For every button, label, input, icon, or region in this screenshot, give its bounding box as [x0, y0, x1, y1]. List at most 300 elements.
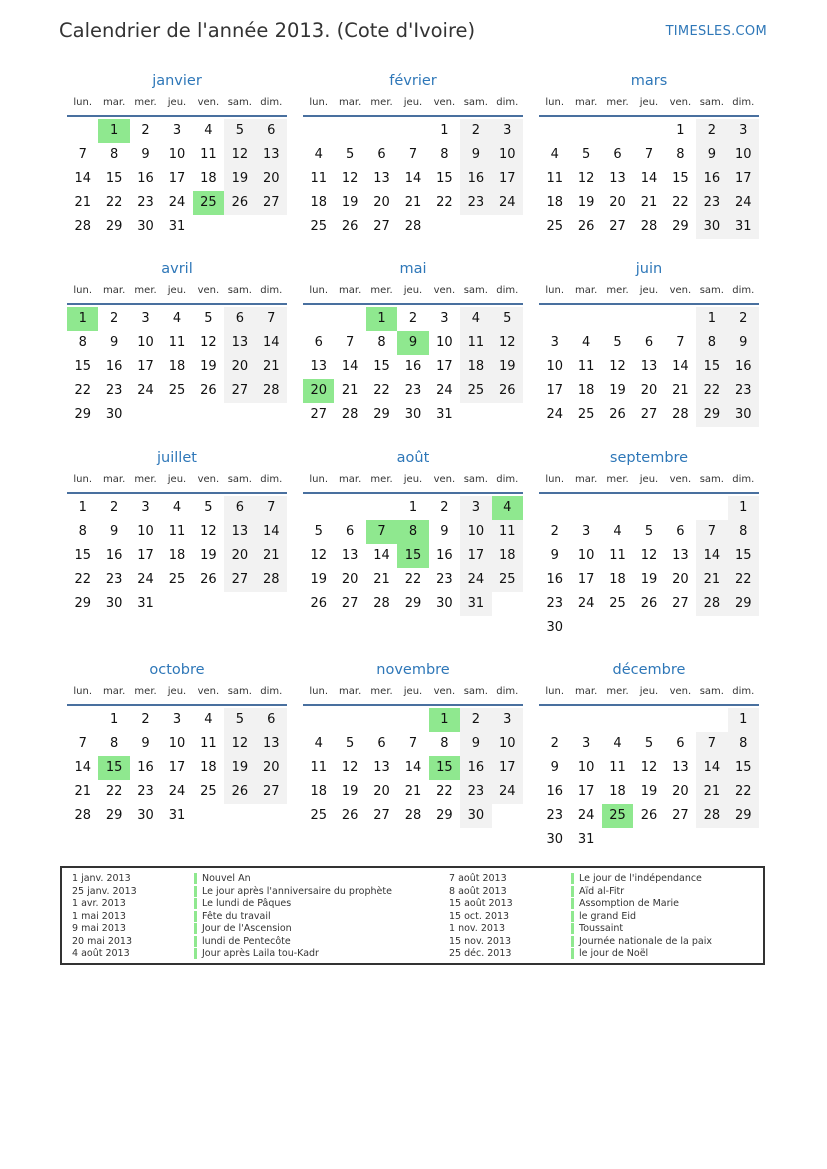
- weekday-label: jeu.: [167, 686, 187, 697]
- day-cell: 29: [105, 808, 123, 823]
- legend-date: 20 mai 2013: [72, 935, 133, 947]
- day-cell: 10: [492, 143, 523, 167]
- weekday-label: ven.: [433, 686, 456, 697]
- day-cell: 17: [728, 167, 759, 191]
- day-cell: 30: [546, 832, 563, 847]
- day-cell: 1: [109, 712, 119, 727]
- day-cell: 11: [168, 335, 186, 350]
- legend-date: 15 août 2013: [449, 898, 513, 909]
- weekday-label: lun.: [309, 97, 329, 108]
- header-rule: [67, 115, 287, 117]
- day-cell: 21: [341, 383, 359, 398]
- day-cell: 15: [74, 548, 91, 563]
- weekday-label: ven.: [433, 285, 456, 296]
- day-cell: 26: [492, 379, 523, 403]
- weekday-label: jeu.: [167, 474, 187, 485]
- day-cell: 11: [546, 171, 563, 186]
- day-cell: 31: [577, 832, 595, 847]
- legend-holiday-name: le grand Eid: [571, 911, 636, 922]
- day-cell: 3: [172, 123, 182, 138]
- day-cell: 21: [256, 544, 287, 568]
- weekday-label: mar.: [339, 97, 362, 108]
- holiday-day-cell: 4: [492, 496, 523, 520]
- day-cell: 13: [256, 143, 287, 167]
- day-cell: 4: [314, 147, 323, 162]
- day-cell: 23: [404, 383, 422, 398]
- day-cell: 23: [546, 808, 563, 823]
- day-cell: 3: [550, 335, 559, 350]
- day-cell: 17: [577, 572, 595, 587]
- day-cell: 27: [609, 219, 626, 234]
- header-rule: [67, 303, 287, 305]
- day-cell: 4: [613, 736, 622, 751]
- weekday-label: lun.: [309, 474, 329, 485]
- weekday-label: sam.: [227, 97, 252, 108]
- day-cell: 28: [256, 379, 287, 403]
- day-cell: 15: [436, 171, 453, 186]
- day-cell: 8: [109, 147, 119, 162]
- day-cell: 23: [137, 784, 154, 799]
- day-cell: 23: [546, 596, 563, 611]
- day-cell: 6: [676, 524, 685, 539]
- day-cell: 12: [224, 143, 255, 167]
- day-cell: 25: [168, 572, 186, 587]
- day-cell: 20: [672, 784, 689, 799]
- day-cell: 21: [373, 572, 390, 587]
- day-cell: 31: [436, 407, 453, 422]
- weekday-label: ven.: [433, 474, 456, 485]
- day-cell: 30: [404, 407, 422, 422]
- day-cell: 9: [460, 143, 491, 167]
- weekday-label: dim.: [260, 474, 283, 485]
- day-cell: 29: [74, 407, 91, 422]
- day-cell: 10: [728, 143, 759, 167]
- day-cell: 2: [728, 307, 759, 331]
- weekday-label: mar.: [575, 97, 598, 108]
- day-cell: 4: [460, 307, 491, 331]
- holiday-day-cell: 1: [98, 119, 129, 143]
- day-cell: 3: [460, 496, 491, 520]
- weekday-label: mer.: [370, 285, 393, 296]
- day-cell: 23: [728, 379, 759, 403]
- month-name: décembre: [612, 662, 686, 678]
- day-cell: 5: [644, 524, 654, 539]
- weekday-label: sam.: [699, 474, 724, 485]
- weekday-label: ven.: [433, 97, 456, 108]
- weekday-label: jeu.: [403, 686, 423, 697]
- day-cell: 13: [373, 171, 390, 186]
- day-cell: 28: [373, 596, 390, 611]
- month-name: novembre: [376, 662, 450, 678]
- legend-holiday-name: le jour de Noël: [571, 948, 648, 959]
- month-name: janvier: [152, 73, 202, 89]
- day-cell: 7: [256, 307, 287, 331]
- day-cell: 30: [105, 407, 123, 422]
- day-cell: 1: [78, 500, 87, 515]
- header-rule: [539, 115, 759, 117]
- weekday-header: [303, 686, 523, 702]
- day-cell: 7: [78, 147, 87, 162]
- day-cell: 13: [341, 548, 359, 563]
- day-cell: 27: [341, 596, 359, 611]
- day-cell: 26: [200, 572, 217, 587]
- day-cell: 5: [581, 147, 591, 162]
- day-cell: 27: [640, 407, 658, 422]
- day-cell: 13: [310, 359, 327, 374]
- day-cell: 11: [492, 520, 523, 544]
- day-cell: 5: [204, 311, 213, 326]
- day-cell: 10: [168, 147, 186, 162]
- day-cell: 30: [137, 808, 154, 823]
- day-cell: 25: [200, 784, 217, 799]
- day-cell: 20: [609, 195, 626, 210]
- day-cell: 25: [168, 383, 186, 398]
- day-cell: 3: [728, 119, 759, 143]
- weekday-label: mar.: [575, 474, 598, 485]
- day-cell: 28: [256, 568, 287, 592]
- day-cell: 17: [492, 167, 523, 191]
- day-cell: 21: [696, 780, 727, 804]
- weekday-label: ven.: [197, 474, 220, 485]
- day-cell: 6: [314, 335, 323, 350]
- holiday-legend: [60, 866, 765, 965]
- day-cell: 23: [137, 195, 154, 210]
- weekday-label: mar.: [103, 686, 126, 697]
- weekday-label: lun.: [545, 285, 565, 296]
- day-cell: 22: [728, 568, 759, 592]
- holiday-day-cell: 25: [602, 804, 633, 828]
- day-cell: 16: [137, 760, 154, 775]
- day-cell: 6: [644, 335, 654, 350]
- weekday-label: mar.: [103, 97, 126, 108]
- day-cell: 24: [168, 195, 186, 210]
- day-cell: 22: [373, 383, 390, 398]
- day-cell: 24: [137, 572, 154, 587]
- day-cell: 12: [200, 524, 217, 539]
- weekday-label: sam.: [463, 285, 488, 296]
- day-cell: 28: [672, 407, 689, 422]
- day-cell: 30: [137, 219, 154, 234]
- month-name: juin: [635, 261, 663, 277]
- day-cell: 15: [696, 355, 727, 379]
- day-cell: 22: [672, 195, 689, 210]
- day-cell: 21: [74, 784, 91, 799]
- day-cell: 18: [200, 760, 217, 775]
- day-cell: 10: [137, 335, 154, 350]
- legend-date: 15 oct. 2013: [449, 910, 510, 922]
- day-cell: 27: [310, 407, 327, 422]
- weekday-label: jeu.: [167, 97, 187, 108]
- weekday-header: [303, 474, 523, 490]
- day-cell: 4: [204, 123, 213, 138]
- day-cell: 31: [460, 592, 491, 616]
- day-cell: 24: [492, 780, 523, 804]
- day-cell: 25: [310, 219, 327, 234]
- weekday-header: [539, 97, 759, 113]
- day-cell: 8: [78, 335, 87, 350]
- day-cell: 6: [345, 524, 355, 539]
- day-cell: 15: [728, 756, 759, 780]
- day-cell: 26: [609, 407, 626, 422]
- day-cell: 4: [172, 311, 182, 326]
- day-cell: 21: [404, 195, 422, 210]
- day-cell: 20: [373, 195, 390, 210]
- day-cell: 21: [404, 784, 422, 799]
- weekday-label: mar.: [339, 474, 362, 485]
- day-cell: 22: [74, 383, 91, 398]
- page-title: Calendrier de l'année 2013. (Cote d'Ivoire): [59, 19, 476, 42]
- weekday-label: lun.: [545, 97, 565, 108]
- day-cell: 6: [256, 708, 287, 732]
- day-cell: 26: [224, 780, 255, 804]
- day-cell: 9: [440, 524, 449, 539]
- holiday-day-cell: 8: [397, 520, 428, 544]
- weekday-label: dim.: [496, 474, 519, 485]
- day-cell: 24: [460, 568, 491, 592]
- weekday-label: mer.: [134, 285, 157, 296]
- day-cell: 19: [640, 572, 658, 587]
- day-cell: 19: [341, 195, 359, 210]
- day-cell: 3: [492, 708, 523, 732]
- day-cell: 14: [640, 171, 658, 186]
- day-cell: 22: [436, 195, 453, 210]
- day-cell: 27: [224, 568, 255, 592]
- day-cell: 30: [105, 596, 123, 611]
- day-cell: 6: [377, 736, 386, 751]
- legend-holiday-name: Jour de l'Ascension: [194, 923, 292, 934]
- weekday-header: [539, 285, 759, 301]
- day-cell: 14: [256, 520, 287, 544]
- day-cell: 26: [640, 808, 658, 823]
- day-cell: 3: [172, 712, 182, 727]
- weekday-label: mer.: [606, 474, 629, 485]
- day-cell: 2: [460, 119, 491, 143]
- weekday-label: mer.: [370, 474, 393, 485]
- day-cell: 1: [728, 708, 759, 732]
- day-cell: 30: [696, 215, 727, 239]
- day-cell: 3: [492, 119, 523, 143]
- legend-holiday-name: lundi de Pentecôte: [194, 936, 291, 947]
- day-cell: 22: [105, 784, 123, 799]
- day-cell: 26: [341, 219, 359, 234]
- day-cell: 18: [492, 544, 523, 568]
- day-cell: 1: [676, 123, 685, 138]
- legend-date: 4 août 2013: [72, 948, 130, 959]
- brand-link[interactable]: TIMESLES.COM: [665, 24, 767, 39]
- day-cell: 28: [696, 804, 727, 828]
- day-cell: 10: [492, 732, 523, 756]
- weekday-label: dim.: [260, 285, 283, 296]
- weekday-label: mer.: [134, 686, 157, 697]
- weekday-label: jeu.: [403, 97, 423, 108]
- day-cell: 2: [141, 123, 150, 138]
- day-cell: 5: [492, 307, 523, 331]
- day-cell: 4: [613, 524, 622, 539]
- weekday-label: dim.: [732, 474, 755, 485]
- day-cell: 18: [168, 548, 186, 563]
- weekday-header: [67, 686, 287, 702]
- day-cell: 15: [728, 544, 759, 568]
- day-cell: 22: [105, 195, 123, 210]
- day-cell: 18: [200, 171, 217, 186]
- weekday-label: mar.: [103, 474, 126, 485]
- day-cell: 28: [404, 808, 422, 823]
- day-cell: 18: [546, 195, 563, 210]
- day-cell: 11: [310, 171, 327, 186]
- day-cell: 26: [341, 808, 359, 823]
- legend-holiday-name: Assomption de Marie: [571, 898, 679, 909]
- day-cell: 19: [609, 383, 626, 398]
- day-cell: 17: [168, 760, 186, 775]
- holiday-day-cell: 1: [429, 708, 460, 732]
- weekday-header: [67, 97, 287, 113]
- day-cell: 18: [609, 572, 626, 587]
- legend-date: 25 déc. 2013: [449, 948, 512, 959]
- weekday-label: sam.: [463, 474, 488, 485]
- weekday-label: dim.: [732, 97, 755, 108]
- holiday-day-cell: 15: [98, 756, 129, 780]
- day-cell: 25: [492, 568, 523, 592]
- day-cell: 26: [577, 219, 595, 234]
- header-rule: [303, 115, 523, 117]
- weekday-label: ven.: [669, 97, 692, 108]
- weekday-label: dim.: [496, 97, 519, 108]
- day-cell: 20: [672, 572, 689, 587]
- day-cell: 19: [341, 784, 359, 799]
- day-cell: 10: [137, 524, 154, 539]
- legend-date: 25 janv. 2013: [72, 885, 137, 897]
- day-cell: 9: [109, 335, 119, 350]
- month-name: mars: [630, 73, 668, 89]
- day-cell: 17: [546, 383, 563, 398]
- day-cell: 14: [74, 760, 91, 775]
- day-cell: 8: [440, 736, 449, 751]
- holiday-day-cell: 1: [366, 307, 397, 331]
- day-cell: 22: [74, 572, 91, 587]
- day-cell: 16: [404, 359, 422, 374]
- day-cell: 10: [168, 736, 186, 751]
- day-cell: 28: [74, 808, 91, 823]
- day-cell: 16: [546, 572, 563, 587]
- day-cell: 10: [436, 335, 453, 350]
- day-cell: 23: [105, 383, 123, 398]
- day-cell: 8: [728, 520, 759, 544]
- weekday-label: jeu.: [403, 474, 423, 485]
- day-cell: 13: [373, 760, 390, 775]
- legend-holiday-name: Nouvel An: [194, 873, 251, 884]
- day-cell: 16: [105, 359, 123, 374]
- weekday-label: mer.: [606, 686, 629, 697]
- day-cell: 11: [609, 760, 626, 775]
- weekday-label: mar.: [339, 285, 362, 296]
- day-cell: 27: [672, 596, 689, 611]
- day-cell: 29: [696, 403, 727, 427]
- weekday-label: ven.: [669, 285, 692, 296]
- weekday-label: sam.: [227, 285, 252, 296]
- day-cell: 6: [377, 147, 386, 162]
- day-cell: 12: [200, 335, 217, 350]
- day-cell: 12: [609, 359, 626, 374]
- day-cell: 11: [200, 736, 217, 751]
- day-cell: 5: [345, 736, 355, 751]
- day-cell: 14: [672, 359, 689, 374]
- day-cell: 27: [672, 808, 689, 823]
- day-cell: 1: [408, 500, 418, 515]
- weekday-label: jeu.: [639, 686, 659, 697]
- day-cell: 22: [436, 784, 453, 799]
- day-cell: 21: [672, 383, 689, 398]
- weekday-label: sam.: [227, 474, 252, 485]
- day-cell: 30: [460, 804, 491, 828]
- day-cell: 9: [141, 147, 150, 162]
- day-cell: 2: [550, 524, 559, 539]
- day-cell: 7: [408, 147, 418, 162]
- legend-date: 8 août 2013: [449, 885, 507, 897]
- legend-date: 15 nov. 2013: [449, 935, 512, 947]
- day-cell: 24: [137, 383, 154, 398]
- day-cell: 13: [256, 732, 287, 756]
- legend-date: 1 nov. 2013: [449, 923, 505, 934]
- day-cell: 27: [256, 780, 287, 804]
- day-cell: 7: [696, 520, 727, 544]
- weekday-label: mar.: [103, 285, 126, 296]
- day-cell: 19: [224, 756, 255, 780]
- day-cell: 27: [373, 808, 390, 823]
- weekday-label: jeu.: [639, 97, 659, 108]
- day-cell: 11: [460, 331, 491, 355]
- day-cell: 18: [460, 355, 491, 379]
- day-cell: 19: [200, 548, 217, 563]
- day-cell: 19: [200, 359, 217, 374]
- holiday-day-cell: 9: [397, 331, 428, 355]
- day-cell: 18: [577, 383, 595, 398]
- day-cell: 24: [492, 191, 523, 215]
- day-cell: 6: [613, 147, 622, 162]
- day-cell: 4: [581, 335, 591, 350]
- holiday-day-cell: 7: [366, 520, 397, 544]
- day-cell: 20: [256, 167, 287, 191]
- day-cell: 27: [373, 219, 390, 234]
- day-cell: 3: [440, 311, 449, 326]
- day-cell: 23: [436, 572, 453, 587]
- day-cell: 20: [224, 355, 255, 379]
- day-cell: 22: [696, 379, 727, 403]
- day-cell: 24: [436, 383, 453, 398]
- day-cell: 30: [436, 596, 453, 611]
- day-cell: 2: [109, 500, 119, 515]
- header-rule: [539, 492, 759, 494]
- day-cell: 7: [408, 736, 418, 751]
- legend-holiday-name: Aïd al-Fitr: [571, 886, 624, 897]
- weekday-header: [539, 686, 759, 702]
- weekday-label: mar.: [575, 285, 598, 296]
- month-name: août: [396, 450, 430, 466]
- day-cell: 5: [224, 119, 255, 143]
- day-cell: 22: [404, 572, 422, 587]
- day-cell: 29: [436, 808, 453, 823]
- legend-holiday-name: Jour après Laila tou-Kadr: [194, 948, 319, 959]
- day-cell: 7: [78, 736, 87, 751]
- day-cell: 25: [577, 407, 595, 422]
- day-cell: 4: [204, 712, 213, 727]
- day-cell: 29: [105, 219, 123, 234]
- day-cell: 3: [581, 524, 591, 539]
- day-cell: 13: [609, 171, 626, 186]
- weekday-label: ven.: [669, 474, 692, 485]
- day-cell: 2: [440, 500, 449, 515]
- day-cell: 4: [172, 500, 182, 515]
- day-cell: 20: [373, 784, 390, 799]
